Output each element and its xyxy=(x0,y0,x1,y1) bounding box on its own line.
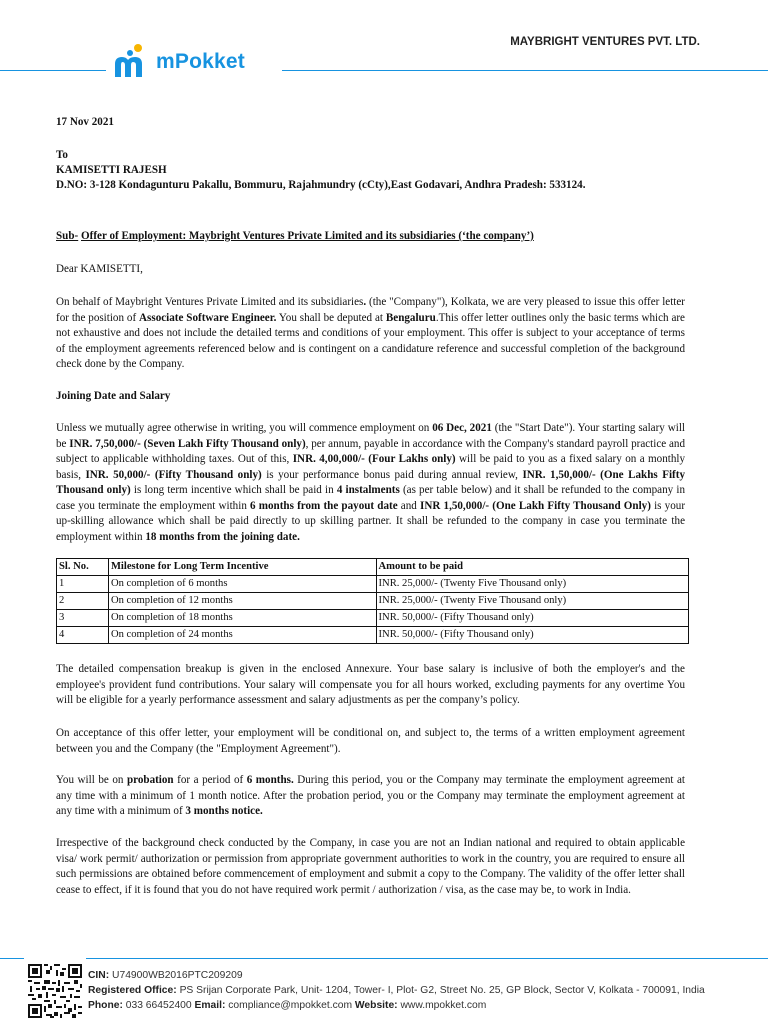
footer-website[interactable]: www.mpokket.com xyxy=(397,1000,487,1011)
table-cell: On completion of 12 months xyxy=(108,593,376,610)
table-cell: 2 xyxy=(57,593,109,610)
subject-text: Offer of Employment: Maybright Ventures Private Limited and its subsidiaries (‘the company’) xyxy=(81,230,534,242)
joining-paragraph: Unless we mutually agree otherwise in writing, you will commence employment on 06 Dec, 2021 (the "Start Date"). Your starting salary will be INR. 7,50,000/- (Seven Lakh Fifty Thousand only), per annum, payable in accordance with the Company's standard payroll practice and subject to applicable withholding taxes. Out of this, INR. 4,00,000/- (Four Lakhs only) will be paid to you as a fixed salary on a monthly basis, INR. 50,000/- (Fifty Thousand only) is your performance bonus paid during annual review, INR. 1,50,000/- (One Lakhs Fifty Thousand only) is long term incentive which shall be paid in 4 instalments (as per table below) and it shall be refunded to the company in case you terminate the employment within 6 months from the payout date and INR 1,50,000/- (One Lakh Fifty Thousand Only) is your up-skilling allowance which shall be paid directly to up skilling partner. It shall be refunded to the company in case you terminate the employment within 18 months from the joining date. xyxy=(56,422,686,543)
footer-registered-office: Registered Office: PS Srijan Corporate Park, Unit- 1204, Tower- I, Plot- G2, Street No. 25, GP Block, Sector V, Kolkata - 700091, India xyxy=(88,985,705,996)
table-header: Milestone for Long Term Incentive xyxy=(108,559,376,576)
table-cell: INR. 50,000/- (Fifty Thousand only) xyxy=(376,627,688,644)
subject-line xyxy=(56,229,685,245)
company-name: MAYBRIGHT VENTURES PVT. LTD. xyxy=(510,36,700,48)
salutation: Dear KAMISETTI, xyxy=(56,263,143,275)
footer-cin: CIN: U74900WB2016PTC209209 xyxy=(88,970,243,981)
table-row xyxy=(57,627,689,644)
subject-prefix: Sub- xyxy=(56,230,79,242)
incentive-table xyxy=(56,558,689,644)
agreement-paragraph: On acceptance of this offer letter, your employment will be conditional on, and subject to, the terms of a written employment agreement between you and the Company (the "Employment Agreement"). xyxy=(56,727,685,755)
mpokket-logo-icon xyxy=(112,44,148,80)
visa-paragraph: Irrespective of the background check conducted by the Company, in case you are not an Indian national and required to obtain applicable visa/ work permit/ authorization or permission from appropriate government authorities to work in the country, you are required to ensure all such permissions are obtained before commencement of employment and submit a copy to the Company. The validity of the offer letter shall cease to effect, if it is found that you do not have required work permit / authorization / visa, as the case may be, to work in India. xyxy=(56,837,685,896)
logo-text: mPokket xyxy=(156,50,245,73)
table-cell: 1 xyxy=(57,576,109,593)
table-cell: 3 xyxy=(57,610,109,627)
joining-heading: Joining Date and Salary xyxy=(56,390,171,402)
table-row xyxy=(57,593,689,610)
table-cell: INR. 25,000/- (Twenty Five Thousand only) xyxy=(376,576,688,593)
table-header: Sl. No. xyxy=(57,559,109,576)
letterhead xyxy=(0,0,768,90)
table-cell: On completion of 24 months xyxy=(108,627,376,644)
to-label: To xyxy=(56,149,68,161)
qr-code-icon xyxy=(28,964,82,1018)
table-cell: 4 xyxy=(57,627,109,644)
footer-divider-gap xyxy=(24,952,86,964)
probation-paragraph: You will be on probation for a period of 6 months. During this period, you or the Company may terminate the employment agreement at any time with a minimum of 1 month notice. After the probation period, you or the Company may terminate the employment agreement at any time with a minimum of 3 months notice. xyxy=(56,774,685,817)
table-cell: On completion of 18 months xyxy=(108,610,376,627)
table-cell: On completion of 6 months xyxy=(108,576,376,593)
compensation-paragraph: The detailed compensation breakup is given in the enclosed Annexure. Your base salary is inclusive of both the employer's and the employee's provident fund contributions. Your salary will compensate you for all hours worked, excluding payments for any overtime You will be eligible for a yearly performance assessment and salary adjustments as per the company’s policy. xyxy=(56,663,685,706)
footer-info xyxy=(88,968,705,1013)
table-cell: INR. 50,000/- (Fifty Thousand only) xyxy=(376,610,688,627)
table-row xyxy=(57,576,689,593)
footer-divider xyxy=(0,958,768,959)
footer-email[interactable]: compliance@mpokket.com xyxy=(225,1000,355,1011)
recipient-address: D.NO: 3-128 Kondagunturu Pakallu, Bommuru, Rajahmundry (cCty),East Godavari, Andhra Pradesh: 533124. xyxy=(56,179,586,191)
table-cell: INR. 25,000/- (Twenty Five Thousand only) xyxy=(376,593,688,610)
table-header: Amount to be paid xyxy=(376,559,688,576)
recipient-name: KAMISETTI RAJESH xyxy=(56,164,167,176)
table-header-row xyxy=(57,559,689,576)
letter-date: 17 Nov 2021 xyxy=(56,116,114,128)
footer-contact: Phone: 033 66452400 Email: compliance@mpokket.com Website: www.mpokket.com xyxy=(88,1000,487,1011)
table-row xyxy=(57,610,689,627)
intro-paragraph: On behalf of Maybright Ventures Private Limited and its subsidiaries. (the "Company"), Kolkata, we are very pleased to issue this offer letter for the position of Associate Software Engineer. You shall be deputed at Bengaluru.This offer letter outlines only the basic terms which are not exhaustive and does not include the detailed terms and conditions of your employment. This offer is subject to your acceptance of terms of the employment agreements referenced below and is contingent on a candidature reference and successful completion of the background check done by the Company. xyxy=(56,296,685,370)
